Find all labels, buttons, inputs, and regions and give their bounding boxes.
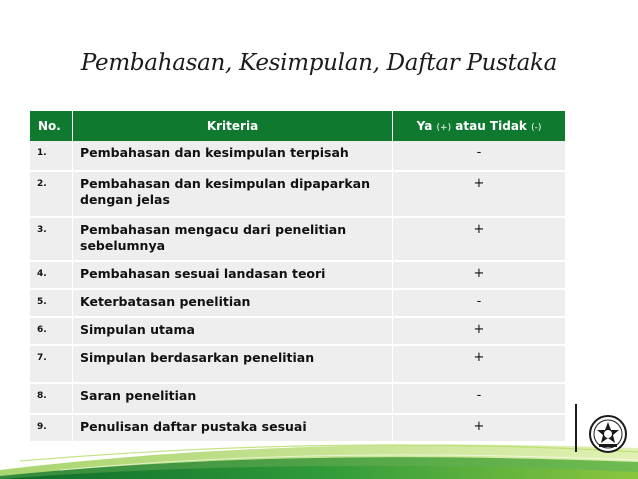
row-value: +: [393, 346, 565, 384]
row-criteria: Simpulan berdasarkan penelitian: [73, 346, 393, 384]
header-minus-label: (-): [531, 123, 542, 133]
row-criteria: Pembahasan sesuai landasan teori: [73, 262, 393, 290]
row-number: 6.: [30, 318, 73, 346]
row-value: +: [393, 262, 565, 290]
table-row: [30, 384, 565, 415]
table-row: [30, 262, 565, 290]
table-row: [30, 141, 565, 172]
header-ya-label: Ya: [416, 119, 437, 133]
header-tidak-label: atau Tidak: [451, 119, 532, 133]
table-row: [30, 346, 565, 384]
row-value: -: [393, 384, 565, 415]
row-number: 9.: [30, 415, 73, 443]
row-number: 3.: [30, 218, 73, 262]
row-criteria: Simpulan utama: [73, 318, 393, 346]
table-header-row: [30, 111, 565, 141]
header-ya-tidak: [393, 111, 565, 141]
table-row: [30, 415, 565, 443]
slide-title: Pembahasan, Kesimpulan, Daftar Pustaka: [80, 50, 558, 76]
row-value: -: [393, 141, 565, 172]
row-number: 7.: [30, 346, 73, 384]
row-number: 8.: [30, 384, 73, 415]
row-number: 1.: [30, 141, 73, 172]
row-number: 4.: [30, 262, 73, 290]
row-value: +: [393, 218, 565, 262]
criteria-table: [30, 111, 565, 443]
table-row: [30, 172, 565, 218]
row-value: +: [393, 415, 565, 443]
header-plus-label: (+): [436, 123, 452, 133]
row-value: +: [393, 318, 565, 346]
row-value: +: [393, 172, 565, 218]
table-row: [30, 318, 565, 346]
table-row: [30, 290, 565, 318]
row-number: 5.: [30, 290, 73, 318]
row-criteria: Pembahasan dan kesimpulan dipaparkan dengan jelas: [73, 172, 393, 218]
row-criteria: Pembahasan dan kesimpulan terpisah: [73, 141, 393, 172]
table-row: [30, 218, 565, 262]
university-seal-icon: [588, 414, 628, 454]
row-criteria: Pembahasan mengacu dari penelitian sebelumnya: [73, 218, 393, 262]
header-no: No.: [30, 111, 73, 141]
logo-divider-line: [575, 404, 577, 452]
row-criteria: Keterbatasan penelitian: [73, 290, 393, 318]
row-number: 2.: [30, 172, 73, 218]
header-kriteria: Kriteria: [73, 111, 393, 141]
row-criteria: Penulisan daftar pustaka sesuai: [73, 415, 393, 443]
row-value: -: [393, 290, 565, 318]
row-criteria: Saran penelitian: [73, 384, 393, 415]
